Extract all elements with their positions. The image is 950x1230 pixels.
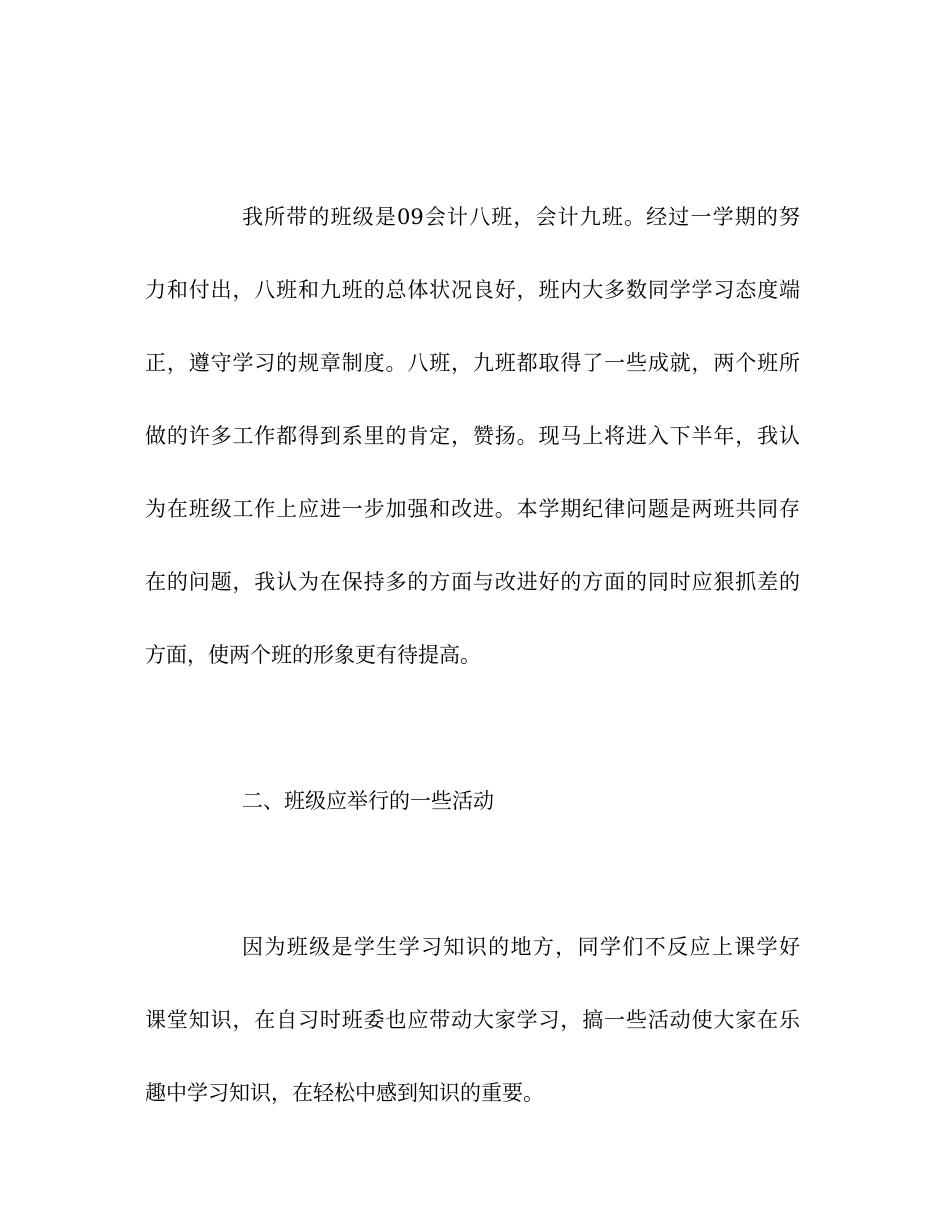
paragraph-line: 方面，使两个班的形象更有待提高。 [145,643,481,667]
paragraph-line: 在的问题，我认为在保持多的方面与改进好的方面的同时应狠抓差的 [145,570,800,594]
paragraph-line: 正，遵守学习的规章制度。八班，九班都取得了一些成就，两个班所 [145,351,800,375]
paragraph-line: 力和付出，八班和九班的总体状况良好，班内大多数同学学习态度端 [145,278,800,302]
paragraph-line: 做的许多工作都得到系里的肯定，赞扬。现马上将进入下半年，我认 [145,424,800,448]
paragraph-line: 因为班级是学生学习知识的地方，同学们不反应上课学好 [242,935,800,959]
paragraph-line: 趣中学习知识，在轻松中感到知识的重要。 [145,1081,544,1105]
paragraph-line: 为在班级工作上应进一步加强和改进。本学期纪律问题是两班共同存 [145,497,800,521]
section-heading-text: 二、班级应举行的一些活动 [242,789,494,813]
paragraph-line: 课堂知识，在自习时班委也应带动大家学习，搞一些活动使大家在乐 [145,1008,800,1032]
paragraph-line: 我所带的班级是09会计八班，会计九班。经过一学期的努 [242,205,800,229]
